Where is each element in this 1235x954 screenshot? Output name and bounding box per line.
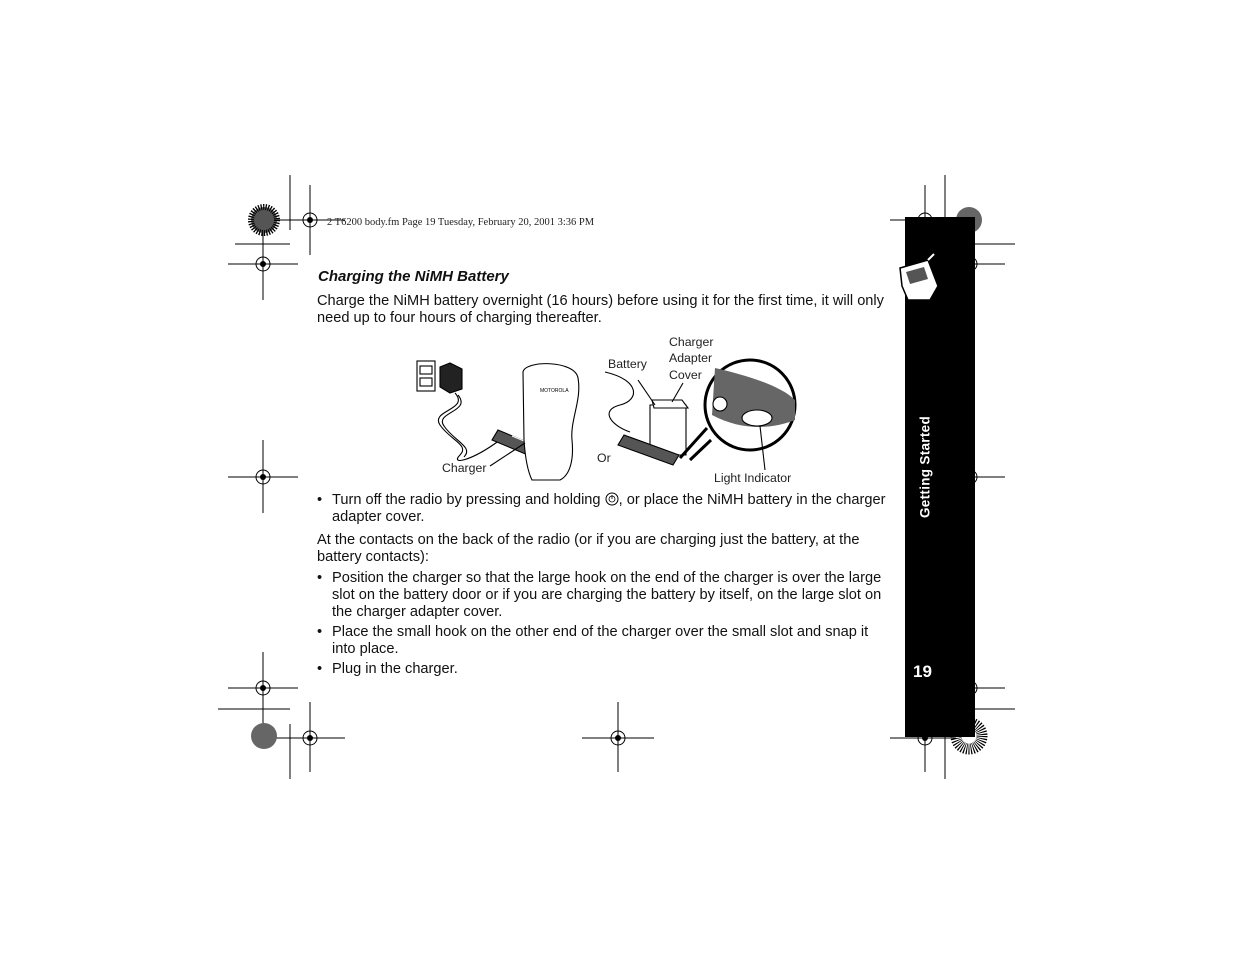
bullet-marker: •: [317, 624, 323, 640]
step-text: Position the charger so that the large hook on the end of the charger is over the large slot on the battery door or if you are charging the battery by itself, on the large slot on the charger adapter cover.: [332, 570, 882, 620]
figure-label-charger-adapter-cover-2: Adapter: [669, 351, 713, 365]
power-button-icon: [605, 492, 619, 506]
figure-label-charger-adapter-cover-1: Charger: [669, 335, 714, 349]
step-text-before-icon: Turn off the radio by pressing and holding: [332, 492, 605, 508]
bullet-marker: •: [317, 492, 323, 508]
section-title: Charging the NiMH Battery: [318, 268, 509, 285]
intro-paragraph: Charge the NiMH battery overnight (16 hours) before using it for the first time, it will only need up to four hours of charging thereafter.: [317, 293, 884, 326]
list-item: [317, 661, 895, 678]
list-item: [317, 570, 895, 621]
step-text: Place the small hook on the other end of the charger over the small slot and snap it into place.: [332, 624, 869, 657]
page-number: 19: [913, 662, 932, 681]
list-item: [317, 624, 895, 658]
steps-list-2: [317, 570, 895, 681]
list-item: [317, 492, 895, 526]
figure-label-light-indicator: Light Indicator: [714, 471, 792, 485]
contacts-paragraph: At the contacts on the back of the radio (or if you are charging just the battery, at the battery contacts):: [317, 532, 860, 565]
step-text: Plug in the charger.: [332, 661, 458, 677]
bullet-marker: •: [317, 570, 323, 586]
figure-label-battery: Battery: [608, 357, 647, 371]
figure-label-charger-adapter-cover-3: Cover: [669, 368, 702, 382]
figure-label-charger: Charger: [442, 461, 487, 475]
file-info-header: 2 T6200 body.fm Page 19 Tuesday, February 20, 2001 3:36 PM: [327, 217, 595, 228]
figure-label-or: Or: [597, 451, 611, 465]
bullet-marker: •: [317, 661, 323, 677]
step-text-after-icon: , or place the NiMH battery in the charger adapter cover.: [332, 492, 886, 525]
svg-text:MOTOROLA: MOTOROLA: [540, 388, 569, 394]
chapter-tab: [905, 217, 975, 737]
steps-list-1: [317, 492, 895, 529]
